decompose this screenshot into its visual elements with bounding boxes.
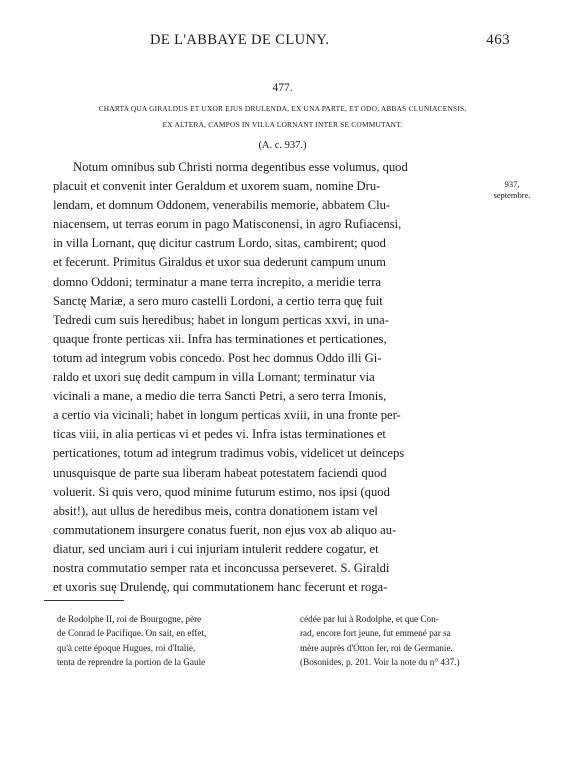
body-line: absit!), aut ullus de heredibus meis, contra donationem istam vel <box>53 503 378 518</box>
body-line: raldo et uxori suę dedit campum in villa Lornant; terminatur via <box>53 370 375 385</box>
body-line: domno Oddoni; terminatur a mane terra increpito, a meridie terra <box>53 274 382 289</box>
body-line: perticationes, totum ad integrum tradimus vobis, videlicet ut deinceps <box>53 446 405 461</box>
body-line: voluerit. Si quis vero, quod minime futurum estimo, nos ipsi (quod <box>53 484 390 499</box>
footnote-column-left <box>57 612 262 669</box>
body-line: placuit et convenit inter Geraldum et uxorem suam, nomine Dru- <box>53 179 381 194</box>
footnote-rule <box>44 600 124 601</box>
page-number: 463 <box>486 32 510 48</box>
running-title: DE L'ABBAYE DE CLUNY. <box>150 32 330 48</box>
footnote-line: (Bosonides, p. 201. Voir la note du n° 437.) <box>300 656 460 667</box>
footnote-line: tenta de reprendre la portion de la Gaule <box>57 656 206 667</box>
body-line: nostra commutatio semper rata et inconcussa perseveret. S. Giraldi <box>53 560 390 575</box>
margin-note-line: 937, <box>504 179 520 189</box>
body-line: a certio via vicinali; habet in longum perticas xviii, in una fronte per- <box>53 408 401 423</box>
charter-date: (A. c. 937.) <box>258 140 307 151</box>
footnote-line: qu'à cette époque Hugues, roi d'Italie, <box>57 642 196 653</box>
caption-line: EX ALTERA, CAMPOS IN VILLA LORNANT INTER SE COMMUTANT. <box>162 119 403 129</box>
footnote-line: cédée par lui à Rodolphe, et que Con- <box>300 614 439 624</box>
body-line: Tedredi cum suis heredibus; habet in longum perticas xxvi, in una- <box>53 312 389 327</box>
body-line: totum ad integrum vobis concedo. Post hec domnus Oddo illi Gi- <box>53 350 382 365</box>
margin-date-note <box>480 179 544 201</box>
footnote-line: rad, encore fort jeune, fut emmené par sa <box>300 628 451 639</box>
running-header <box>40 32 510 54</box>
body-line: diatur, sed unciam auri i cui injuriam intulerit reddere cogatur, et <box>53 541 379 556</box>
body-line: commutationem insurgere conatus fuerit, non ejus vox ab aliquo au- <box>53 522 397 537</box>
body-line: quaque fronte perticas xii. Infra has terminationes et perticationes, <box>53 331 387 346</box>
charter-body <box>53 158 475 597</box>
body-line: et uxoris suę Drulendę, qui commutationem hanc fecerunt et roga- <box>53 580 388 595</box>
footnote-line: de Conrad le Pacifique. On sait, en effet, <box>57 628 207 639</box>
body-line: ticas viii, in alia perticas vi et pedes vi. Infra istas terminationes et <box>53 427 386 442</box>
body-line: niacensem, ut terras eorum in pago Matisconensi, in agro Rufiacensi, <box>53 217 402 232</box>
body-line: et fecerunt. Primitus Giraldus et uxor sua dederunt campum unum <box>53 255 386 270</box>
body-line: unusquisque de parte sua liberam habeat potestatem faciendi quod <box>53 465 387 480</box>
body-line: in villa Lornant, quę dicitur castrum Lordo, sitas, cambirent; quod <box>53 236 386 251</box>
body-line: lendam, et domnum Oddonem, venerabilis memorie, abbatem Clu- <box>53 198 391 213</box>
footnote-line: de Rodolphe II, roi de Bourgogne, père <box>57 614 202 624</box>
charter-caption <box>30 101 535 132</box>
body-line: Sanctę Mariæ, a sero muro castelli Lordoni, a certio terra quę fuit <box>53 293 383 308</box>
caption-line: CHARTA QUA GIRALDUS ET UXOR EJUS DRULENDA, EX UNA PARTE, ET ODO, ABBAS CLUNIACENSIS, <box>98 104 467 113</box>
margin-note-line: septembre. <box>493 190 531 200</box>
body-line: Notum omnibus sub Christi norma degentibus esse volumus, quod <box>73 160 408 174</box>
body-line: vicinali a mane, a medio die terra Sancti Petri, a sero terra Imonis, <box>53 389 387 404</box>
footnote-line: mère auprès d'Otton Ier, roi de Germanie. <box>300 642 453 653</box>
charter-number: 477. <box>272 82 293 94</box>
footnote-column-right <box>300 612 500 669</box>
